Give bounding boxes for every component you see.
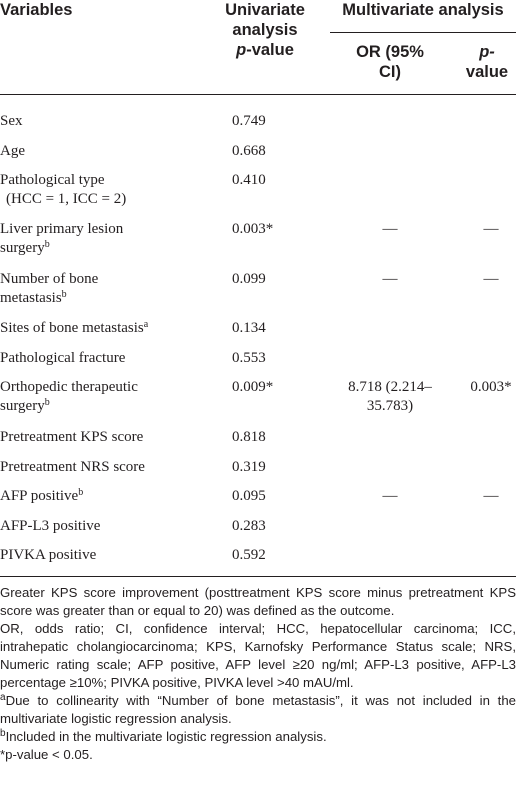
row-univariate-p: 0.319 — [232, 459, 266, 475]
row-label — [0, 378, 210, 416]
row-label: Pretreatment KPS score — [0, 429, 144, 445]
footnote-significance: *p-value < 0.05. — [0, 747, 93, 762]
row-label-line2 — [0, 289, 210, 308]
header-p — [458, 42, 516, 82]
row-odds-ratio — [330, 378, 450, 416]
row-univariate-p: 0.410 — [232, 172, 266, 188]
footnote-marker: b — [78, 487, 84, 498]
row-univariate-p: 0.003* — [232, 221, 274, 237]
footnote-a — [0, 692, 516, 728]
row-label-line2 — [0, 397, 210, 416]
header-or-line1: OR (95% — [356, 43, 424, 61]
row-label: Pretreatment NRS score — [0, 459, 145, 475]
footnote-marker: b — [44, 239, 50, 250]
row-label: Age — [0, 143, 25, 159]
row-label-text: surgery — [0, 398, 45, 414]
row-label — [0, 487, 210, 506]
header-univariate-line3 — [200, 40, 330, 60]
header-p-line2: value — [465, 63, 509, 81]
header-subrule — [330, 32, 516, 33]
row-label — [0, 270, 210, 308]
row-label-line2 — [0, 239, 210, 258]
row-multivariate-p: — — [483, 221, 499, 237]
footnote-outcome: Greater KPS score improvement (posttreatment KPS score minus pretreatment KPS score was greater than or equal to 20) was defined as the outcome. — [0, 585, 516, 618]
row-odds-ratio: — — [382, 221, 398, 237]
row-univariate-p: 0.095 — [232, 488, 266, 504]
header-univariate-line1: Univariate — [225, 1, 305, 19]
header-multivariate: Multivariate analysis — [342, 1, 504, 19]
header-univariate-p: p — [236, 41, 247, 59]
row-label-text: metastasis — [0, 290, 62, 306]
header-or-line2: CI) — [379, 63, 401, 81]
row-label — [0, 220, 210, 258]
row-univariate-p: 0.592 — [232, 547, 266, 563]
row-odds-ratio-line1: 8.718 (2.214– — [348, 379, 432, 395]
row-univariate-p: 0.553 — [232, 350, 266, 366]
header-or — [330, 42, 450, 82]
row-univariate-p: 0.818 — [232, 429, 266, 445]
row-label-text: Sites of bone metastasis — [0, 320, 144, 336]
row-univariate-p: 0.134 — [232, 320, 266, 336]
footnote-b — [0, 728, 516, 746]
header-p-line1 — [458, 42, 516, 62]
row-multivariate-p: — — [483, 488, 499, 504]
row-univariate-p: 0.099 — [232, 271, 266, 287]
header-univariate-line2: analysis — [232, 21, 298, 39]
row-odds-ratio: — — [382, 271, 398, 287]
row-label-text: AFP positive — [0, 488, 79, 504]
row-label: PIVKA positive — [0, 547, 97, 563]
row-univariate-p: 0.749 — [232, 113, 266, 129]
table-footnotes — [0, 584, 516, 764]
row-univariate-p: 0.283 — [232, 518, 266, 534]
header-univariate — [200, 0, 330, 60]
footnote-a-text: Due to collinearity with “Number of bone metastasis”, it was not included in the multivariate logistic regression analysis. — [0, 693, 516, 726]
row-label-line1: Pathological type — [0, 172, 105, 188]
row-label-line1: Liver primary lesion — [0, 221, 124, 237]
header-p-italic: p- — [479, 43, 495, 61]
footnote-b-mark: b — [0, 728, 6, 739]
footnote-marker: b — [61, 289, 67, 300]
footnote-marker: b — [44, 397, 50, 408]
row-label-line2: (HCC = 1, ICC = 2) — [6, 191, 127, 207]
table-bottom-rule — [0, 576, 516, 577]
row-univariate-p: 0.668 — [232, 143, 266, 159]
row-label-line1: Number of bone — [0, 271, 99, 287]
footnote-b-text: Included in the multivariate logistic regression analysis. — [5, 729, 327, 744]
row-multivariate-p: — — [483, 271, 499, 287]
row-label: Pathological fracture — [0, 350, 126, 366]
footnote-abbreviations: OR, odds ratio; CI, confidence interval; HCC, hepatocellular carcinoma; ICC, intrahepatic cholangiocarcinoma; KPS, Karnofsky Performance Status scale; NRS, Numeric rating scale; AFP positive, AFP level ≥20 ng/ml; AFP-L3 positive, AFP-L3 percentage ≥10%; PIVKA positive, PIVKA level >40 mAU/ml. — [0, 621, 516, 690]
row-univariate-p: 0.009* — [232, 379, 274, 395]
row-label-text: surgery — [0, 240, 45, 256]
row-label — [0, 171, 210, 209]
header-bottom-rule — [0, 94, 516, 95]
footnote-a-mark: a — [0, 692, 6, 703]
row-label-line1: Orthopedic therapeutic — [0, 379, 138, 395]
header-univariate-value: -value — [246, 41, 294, 59]
footnote-marker: a — [143, 319, 149, 330]
row-multivariate-p: 0.003* — [470, 379, 512, 395]
row-label: Sex — [0, 113, 23, 129]
row-odds-ratio-line2: 35.783) — [366, 398, 414, 414]
row-label — [0, 319, 210, 338]
header-variables: Variables — [0, 1, 73, 19]
row-odds-ratio: — — [382, 488, 398, 504]
row-label: AFP-L3 positive — [0, 518, 101, 534]
